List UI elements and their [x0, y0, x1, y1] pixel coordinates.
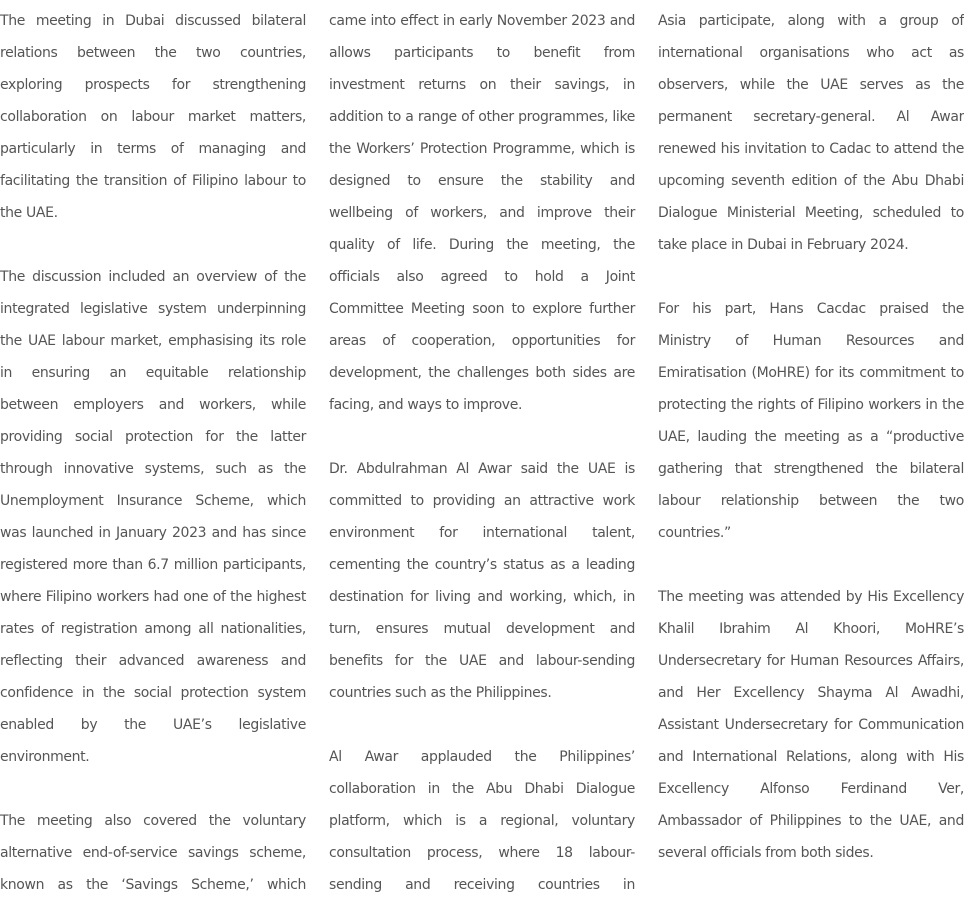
paragraph: Al Awar applauded the Philippines’ collaboration in the Abu Dhabi Dialogue platform, which is a regional, voluntary consultation process, where 18 labour-sending and receiving countries in [329, 749, 635, 893]
paragraph: The meeting also covered the voluntary alternative end-of-service savings scheme, known as the ‘Savings Scheme,’ which [0, 813, 306, 893]
text-column-1 [0, 5, 306, 901]
paragraph: For his part, Hans Cacdac praised the Ministry of Human Resources and Emiratisation (MoHRE) for its commitment to protecting the rights of Filipino workers in the UAE, lauding the meeting as a “productive gathering that strengthened the bilateral labour relationship between the two countries.” [658, 301, 964, 541]
paragraph: came into effect in early November 2023 and allows participants to benefit from investment returns on their savings, in addition to a range of other programmes, like the Workers’ Protection Programme, which is designed to ensure the stability and wellbeing of workers, and improve their quality of life. During the meeting, the officials also agreed to hold a Joint Committee Meeting soon to explore further areas of cooperation, opportunities for development, the challenges both sides are facing, and ways to improve. [329, 13, 635, 413]
text-column-3 [658, 5, 964, 901]
paragraph: Dr. Abdulrahman Al Awar said the UAE is committed to providing an attractive work environment for international talent, cementing the country’s status as a leading destination for living and working, which, in turn, ensures mutual development and benefits for the UAE and labour-sending countries such as the Philippines. [329, 461, 635, 701]
paragraph: Asia participate, along with a group of international organisations who act as observers, while the UAE serves as the permanent secretary-general. Al Awar renewed his invitation to Cadac to attend the upcoming seventh edition of the Abu Dhabi Dialogue Ministerial Meeting, scheduled to take place in Dubai in February 2024. [658, 13, 964, 253]
text-column-2 [329, 5, 635, 901]
paragraph: The meeting in Dubai discussed bilateral relations between the two countries, exploring prospects for strengthening collaboration on labour market matters, particularly in terms of managing and facilitating the transition of Filipino labour to the UAE. [0, 13, 306, 221]
article-body [0, 5, 964, 901]
paragraph: The meeting was attended by His Excellency Khalil Ibrahim Al Khoori, MoHRE’s Undersecretary for Human Resources Affairs, and Her Excellency Shayma Al Awadhi, Assistant Undersecretary for Communication and International Relations, along with His Excellency Alfonso Ferdinand Ver, Ambassador of Philippines to the UAE, and several officials from both sides. [658, 589, 964, 861]
paragraph: The discussion included an overview of the integrated legislative system underpinning the UAE labour market, emphasising its role in ensuring an equitable relationship between employers and workers, while providing social protection for the latter through innovative systems, such as the Unemployment Insurance Scheme, which was launched in January 2023 and has since registered more than 6.7 million participants, where Filipino workers had one of the highest rates of registration among all nationalities, reflecting their advanced awareness and confidence in the social protection system enabled by the UAE’s legislative environment. [0, 269, 306, 765]
